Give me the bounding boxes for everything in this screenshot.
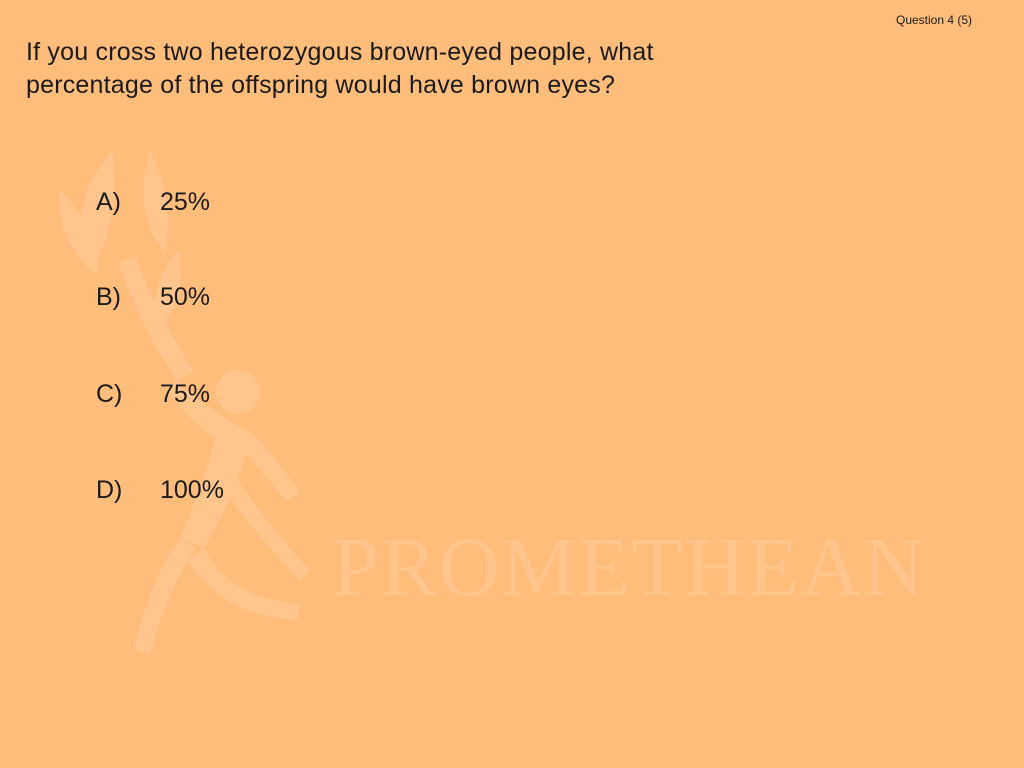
answer-letter: C) xyxy=(96,380,123,408)
question-text: If you cross two heterozygous brown-eyed people, what percentage of the offspring would have brown eyes? xyxy=(26,38,654,99)
answer-option-a[interactable] xyxy=(96,182,210,222)
answer-option-d[interactable] xyxy=(96,470,224,510)
answer-value: 100% xyxy=(160,476,224,504)
answer-letter: D) xyxy=(96,476,123,504)
answer-value: 50% xyxy=(160,283,211,311)
answer-value: 75% xyxy=(160,380,211,408)
answer-option-b[interactable] xyxy=(96,277,210,317)
answer-letter: A) xyxy=(96,188,121,216)
answer-value: 25% xyxy=(160,188,211,216)
answer-option-c[interactable] xyxy=(96,374,210,414)
answer-letter: B) xyxy=(96,283,121,311)
question-counter: Question 4 (5) xyxy=(896,13,973,27)
promethean-watermark: PROMETHEAN xyxy=(332,521,927,614)
